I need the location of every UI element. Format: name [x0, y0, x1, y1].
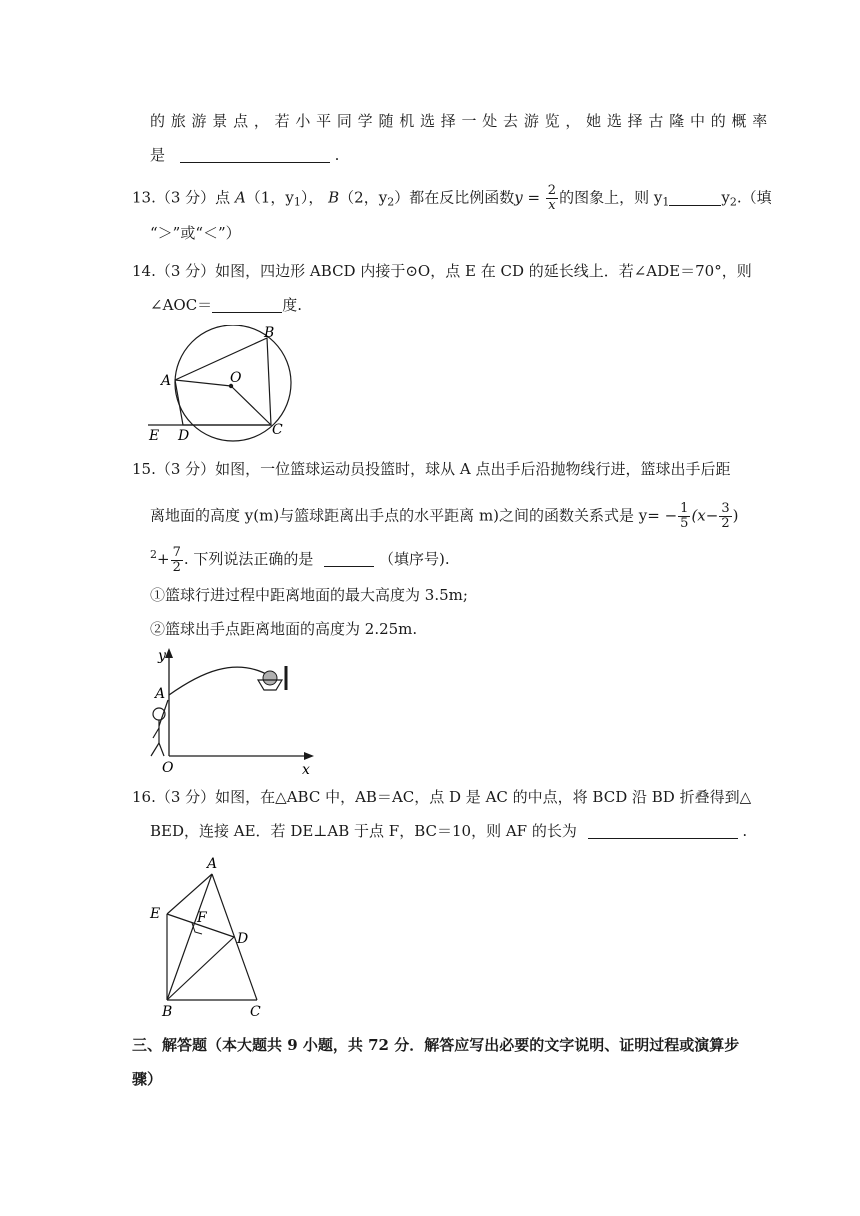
q15-mid: (x−: [691, 506, 719, 525]
q13-pb-close: ）都在反比例函数: [394, 188, 515, 207]
label-a: A: [207, 856, 218, 872]
q14-line2: [150, 294, 302, 316]
q15-statement-2: ②篮球出手点距离地面的高度为 2.25m.: [150, 620, 418, 638]
q15-basketball-figure: [140, 648, 320, 778]
segment-bd: [167, 937, 234, 1000]
q15-line3: [150, 544, 450, 575]
q15-line1: [132, 458, 731, 480]
q16-line2: [150, 820, 747, 842]
q13-tail: .（填: [736, 188, 772, 207]
q14-circle-figure: [140, 325, 310, 450]
q12-line1: [150, 110, 768, 132]
answer-blank-q16[interactable]: [588, 822, 738, 839]
q13-after-func: 的图象上，则 y: [559, 188, 663, 207]
section3-title-cont: 骤）: [132, 1070, 163, 1088]
label-e: E: [150, 906, 161, 922]
q15-item1: [150, 584, 468, 606]
q14-prefix: ∠AOC＝: [150, 296, 213, 314]
q16-text: 16.（3 分）如图，在△ABC 中，AB＝AC，点 D 是 AC 的中点，将 BCD 沿 BD 折叠得到△: [132, 788, 752, 806]
q16-suffix: .: [742, 822, 748, 840]
label-a-point: A: [155, 686, 166, 702]
answer-blank-q15[interactable]: [324, 550, 374, 567]
segment-ac: [212, 874, 257, 1000]
label-b: B: [264, 325, 275, 341]
answer-blank-q14[interactable]: [212, 296, 282, 313]
q13-options: “＞”或“＜”）: [150, 224, 241, 242]
q15-item2: [150, 618, 417, 640]
q15-frac2-num: 3: [721, 501, 730, 516]
section3-title: 三、解答题（本大题共 9 小题，共 72 分．解答应写出必要的文字说明、证明过程或演算步: [132, 1036, 740, 1054]
q16-line1: [132, 786, 751, 808]
q13-line1: [132, 184, 772, 214]
q12-text: 的 旅 游 景 点 ， 若 小 平 同 学 随 机 选 择 一 处 去 游 览 ， 她 选 择 古 隆 中 的 概 率: [150, 112, 768, 130]
label-origin: O: [162, 760, 174, 776]
q13-point-a: A: [234, 188, 246, 207]
q13-sub1: 1: [293, 195, 301, 209]
q15-question: . 下列说法正确的是: [183, 550, 314, 568]
q14-suffix: 度.: [282, 296, 302, 314]
q13-sub4: 2: [729, 195, 737, 209]
label-f: F: [197, 910, 207, 926]
parabola-path: [169, 667, 270, 695]
q15-frac3: [171, 546, 183, 575]
q15-frac2: [719, 502, 731, 531]
q12-prefix: 是: [150, 146, 166, 164]
label-d: D: [178, 428, 190, 444]
label-o: O: [230, 370, 242, 386]
answer-blank-q13[interactable]: [669, 189, 721, 206]
q13-tail-y: y: [721, 188, 730, 207]
q15-frac1-num: 1: [680, 501, 689, 516]
q14-line1: [132, 260, 752, 282]
q13-fraction: [546, 184, 558, 213]
q13-func-eq: =: [522, 188, 545, 207]
player-arm2: [153, 728, 159, 738]
label-c: C: [272, 422, 283, 438]
q15-statement-1: ①篮球行进过程中距离地面的最大高度为 3.5m;: [150, 586, 468, 604]
q16-prefix: BED，连接 AE．若 DE⊥AB 于点 F，BC＝10，则 AF 的长为: [150, 822, 577, 840]
q13-line2: [150, 222, 241, 244]
q13-pa-close: ），: [300, 188, 324, 207]
label-e: E: [149, 428, 160, 444]
q15-close: ): [732, 506, 739, 525]
q15-suffix: （填序号).: [378, 550, 450, 568]
label-b: B: [162, 1004, 173, 1020]
label-c: C: [250, 1004, 261, 1020]
q13-point-b: B: [328, 188, 340, 207]
segment-oc: [231, 386, 271, 425]
q14-text: 14.（3 分）如图，四边形 ABCD 内接于⊙O，点 E 在 CD 的延长线上．若∠ADE＝70°，则: [132, 262, 752, 280]
segment-ao: [175, 380, 231, 386]
q13-sub2: 2: [387, 195, 395, 209]
q15-plus: +: [157, 550, 170, 568]
player-leg1: [151, 743, 159, 756]
q15-formula-start: 离地面的高度 y(m)与篮球距离出手点的水平距离 m)之间的函数关系式是 y= −: [150, 506, 678, 525]
q15-sup: 2: [150, 548, 157, 561]
q13-func-y: y: [514, 188, 523, 207]
section3-heading: [132, 1034, 739, 1056]
player-leg2: [159, 743, 164, 756]
label-d: D: [237, 931, 249, 947]
q13-frac-den: x: [548, 198, 556, 213]
q13-frac-num: 2: [547, 183, 557, 198]
ball: [263, 671, 277, 685]
q13-pb-coord: （2，y: [339, 188, 388, 207]
q12-suffix: .: [334, 146, 340, 164]
y-axis-arrow: [165, 648, 173, 658]
player-arm: [159, 700, 168, 726]
label-a: A: [161, 373, 172, 389]
q16-triangle-figure: [140, 852, 280, 1022]
section3-heading-cont: [132, 1068, 162, 1090]
q15-frac2-den: 2: [721, 516, 730, 531]
label-x: x: [302, 762, 310, 778]
q13-sub3: 1: [662, 195, 670, 209]
q15-frac3-num: 7: [172, 544, 181, 560]
x-axis-arrow: [304, 752, 314, 760]
q15-frac1: [678, 502, 690, 531]
q15-frac1-den: 5: [680, 516, 689, 531]
q15-text: 15.（3 分）如图，一位篮球运动员投篮时，球从 A 点出手后沿抛物线行进，篮球出手后距: [132, 460, 731, 478]
q13-number: 13.（3 分）点: [132, 188, 231, 207]
segment-ab: [167, 874, 212, 1000]
q15-line2: [150, 502, 738, 531]
label-y: y: [158, 648, 166, 664]
answer-blank-q12[interactable]: [180, 146, 330, 163]
q15-frac3-den: 2: [172, 559, 181, 575]
q13-pa-coord: （1，y: [245, 188, 294, 207]
q12-line2: [150, 144, 339, 166]
